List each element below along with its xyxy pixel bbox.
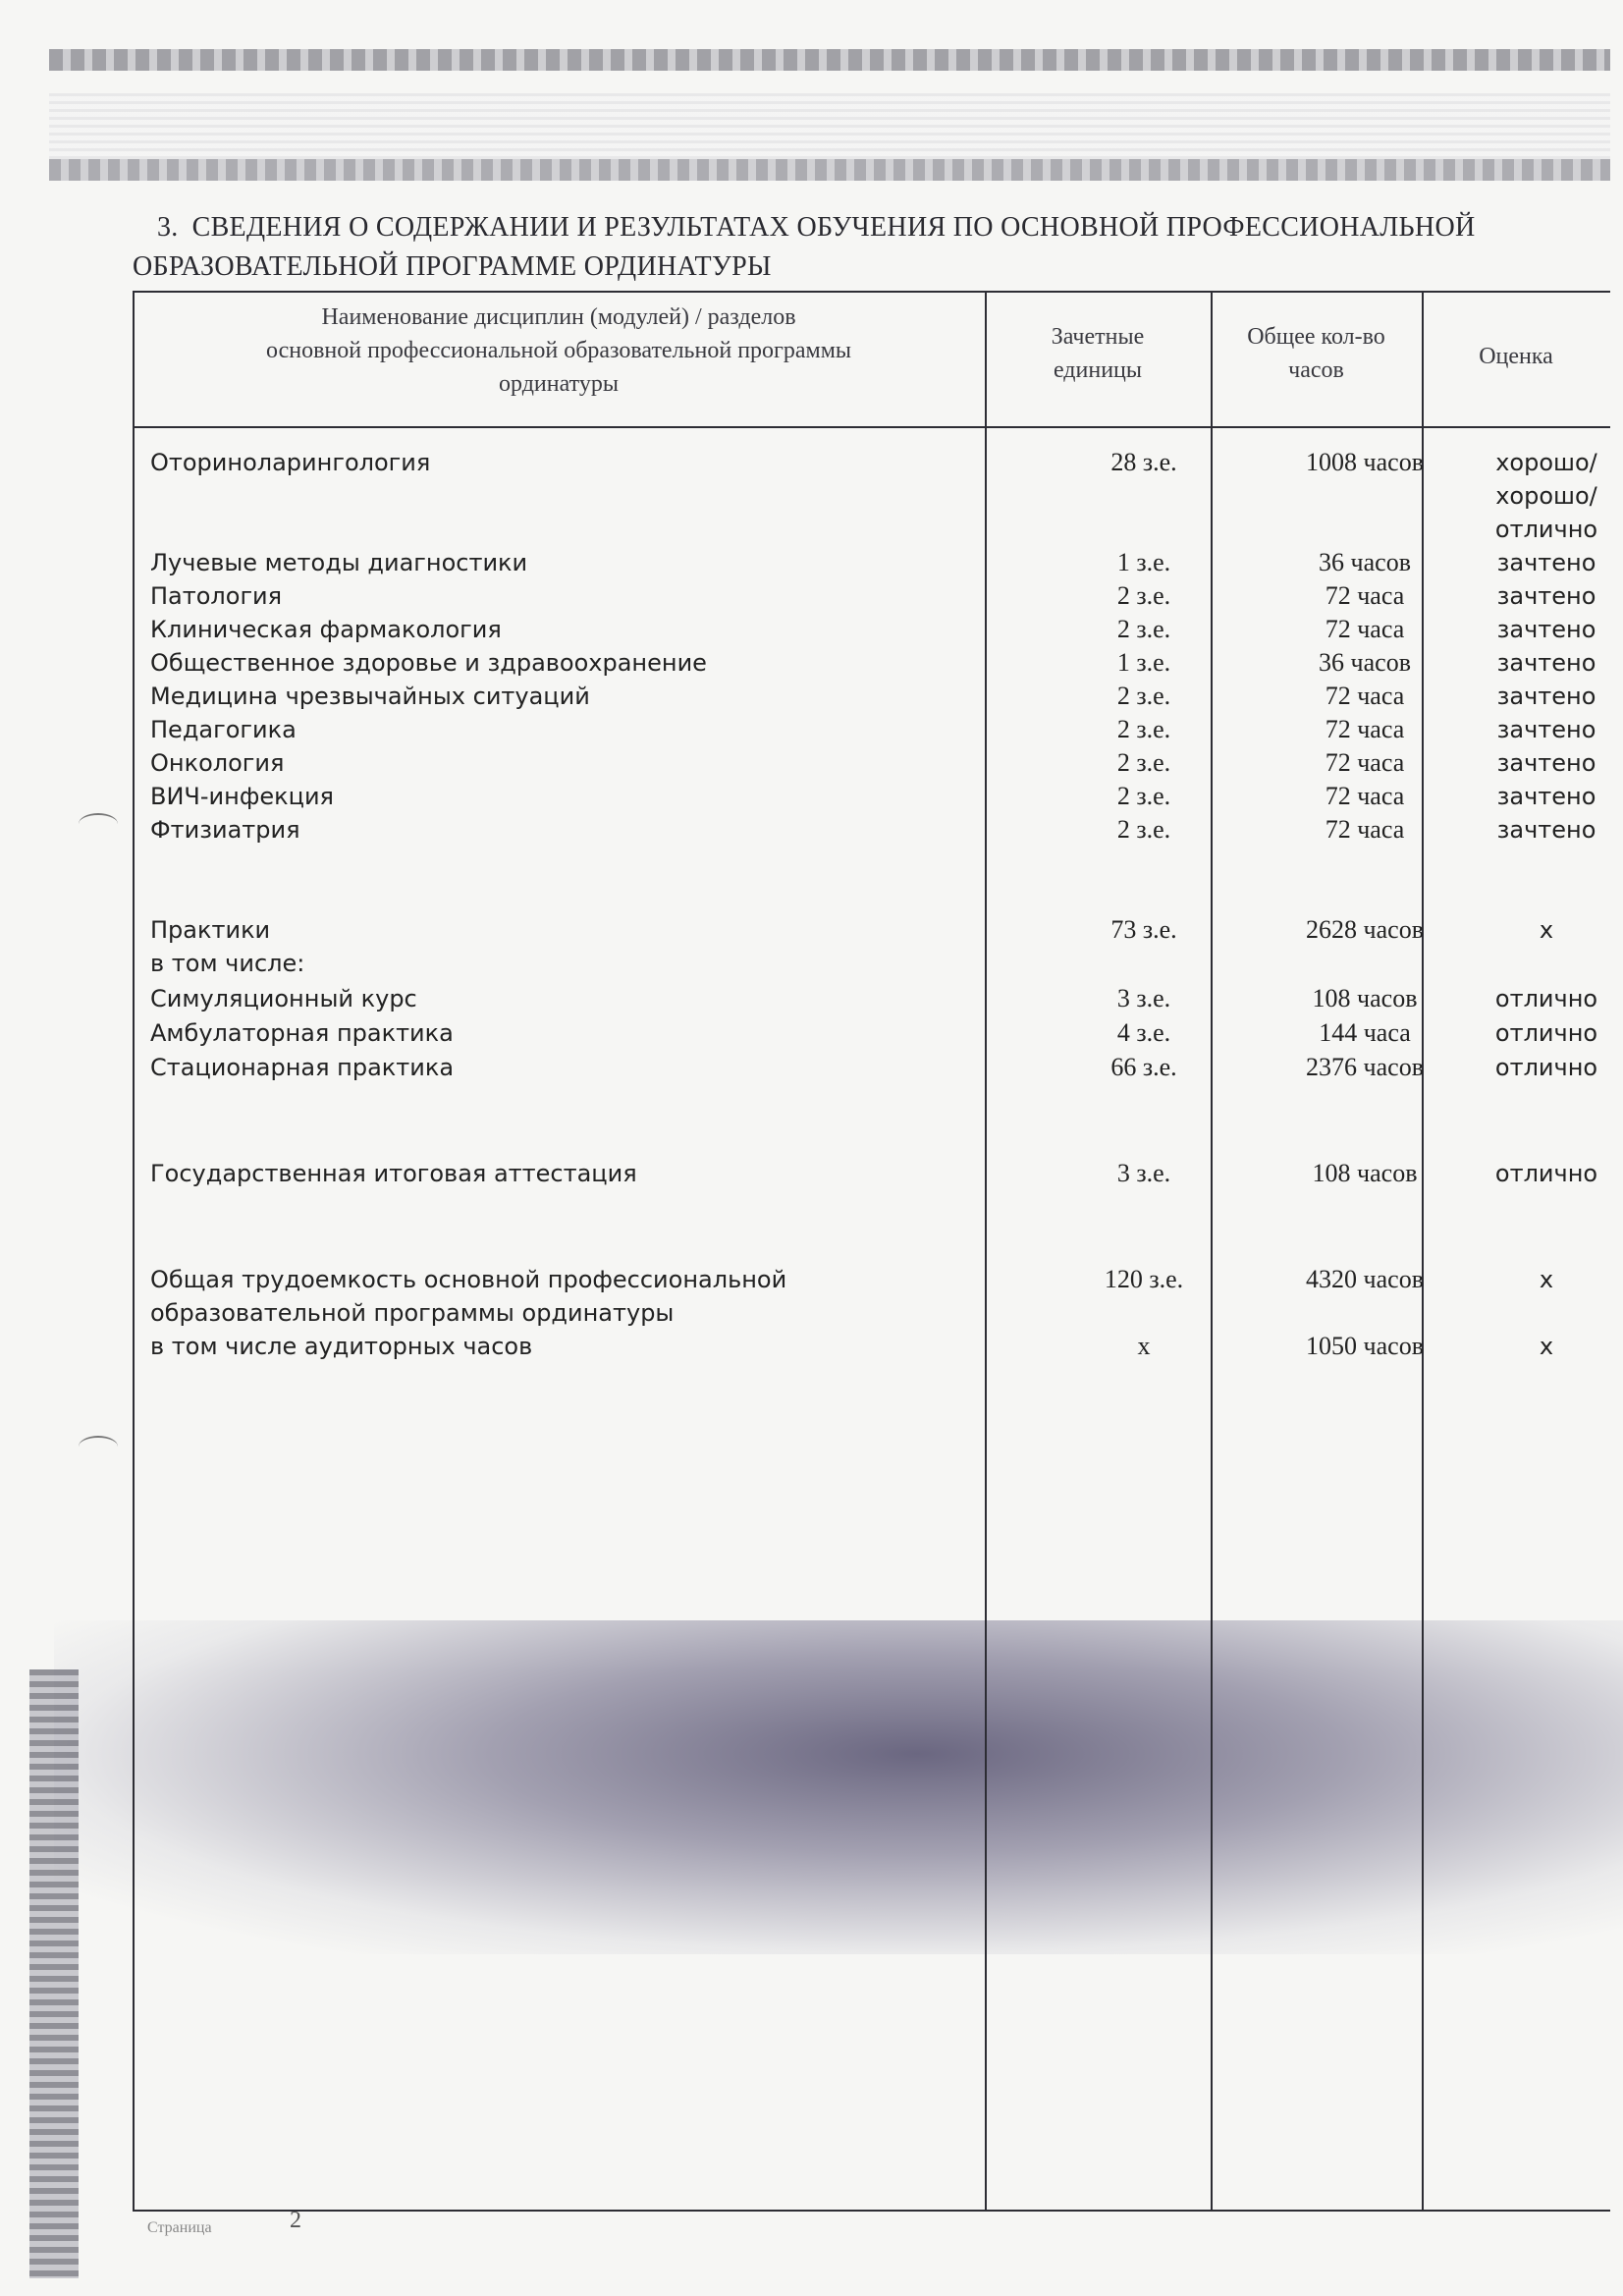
grade-value: х — [1539, 916, 1554, 944]
scan-mark — [79, 1436, 118, 1457]
credits-value: 120 з.е. — [1104, 1265, 1184, 1293]
hours-value: 36 часов — [1319, 548, 1411, 576]
header-credits-line: единицы — [1053, 357, 1143, 383]
hours-value: 72 часа — [1325, 782, 1405, 810]
hours-value: 72 часа — [1325, 748, 1405, 777]
discipline-name: Стационарная практика — [150, 1054, 455, 1081]
discipline-name: образовательной программы ординатуры — [150, 1299, 675, 1327]
hours-value: 2628 часов — [1306, 915, 1424, 944]
hours-value: 108 часов — [1312, 1159, 1418, 1187]
grade-value: зачтено — [1496, 716, 1596, 743]
header-discipline-line: основной профессиональной образовательной программы — [265, 338, 852, 363]
grade-value: х — [1539, 1266, 1554, 1293]
scan-artifact-mid — [49, 93, 1610, 162]
table-row — [133, 1157, 1610, 1190]
table-row — [133, 913, 1610, 947]
table-row — [133, 513, 1610, 546]
results-table — [133, 291, 1610, 2212]
section-title: СВЕДЕНИЯ О СОДЕРЖАНИИ И РЕЗУЛЬТАТАХ ОБУЧЕНИЯ ПО ОСНОВНОЙ ПРОФЕССИОНАЛЬНОЙ ОБРАЗОВАТЕЛЬНОЙ ПРОГРАММЕ ОРДИНАТУРЫ — [133, 212, 1476, 282]
discipline-name: Государственная итоговая аттестация — [150, 1160, 637, 1187]
grade-value: зачтено — [1496, 783, 1596, 810]
hours-value: 1050 часов — [1306, 1332, 1424, 1360]
header-hours-line: Общее кол-во — [1247, 324, 1385, 350]
scan-mark — [79, 813, 118, 835]
hours-value: 2376 часов — [1306, 1053, 1424, 1081]
credits-value: 2 з.е. — [1116, 682, 1171, 710]
scan-artifact-top — [49, 49, 1610, 71]
hours-value: 72 часа — [1325, 815, 1405, 844]
header-discipline-line: ординатуры — [499, 371, 619, 397]
grade-value: хорошо/ — [1495, 449, 1597, 476]
section-number: 3. — [157, 212, 179, 243]
grade-value: отлично — [1494, 1019, 1598, 1047]
hours-value: 144 часа — [1319, 1018, 1411, 1047]
hours-value: 72 часа — [1325, 615, 1405, 643]
header-bottom-border — [133, 426, 1610, 428]
table-row — [133, 713, 1610, 746]
page-number: 2 — [290, 2208, 301, 2233]
credits-value: 2 з.е. — [1116, 782, 1171, 810]
credits-value: 1 з.е. — [1116, 648, 1171, 677]
credits-value: 2 з.е. — [1116, 748, 1171, 777]
table-row — [133, 546, 1610, 579]
table-row — [133, 479, 1610, 513]
table-row — [133, 780, 1610, 813]
hours-value: 108 часов — [1312, 984, 1418, 1012]
credits-value: 28 з.е. — [1110, 448, 1177, 476]
table-top-border — [133, 291, 1610, 293]
grade-value: отлично — [1494, 516, 1598, 543]
header-credits — [985, 320, 1211, 387]
table-row — [133, 680, 1610, 713]
discipline-name: Клиническая фармакология — [150, 616, 502, 643]
header-credits-line: Зачетные — [1051, 324, 1145, 350]
table-row — [133, 613, 1610, 646]
table-row — [133, 1330, 1610, 1363]
header-grade: Оценка — [1479, 344, 1553, 369]
header-hours-line: часов — [1288, 357, 1344, 383]
discipline-name: Общая трудоемкость основной профессиональной — [150, 1266, 787, 1293]
discipline-name: Общественное здоровье и здравоохранение — [150, 649, 707, 677]
discipline-name: ВИЧ-инфекция — [150, 783, 334, 810]
hours-value: 36 часов — [1319, 648, 1411, 677]
credits-value: 73 з.е. — [1110, 915, 1177, 944]
grade-value: зачтено — [1496, 749, 1596, 777]
credits-value: 66 з.е. — [1110, 1053, 1177, 1081]
discipline-name: Педагогика — [150, 716, 297, 743]
discipline-name: Практики — [150, 916, 271, 944]
table-row — [133, 746, 1610, 780]
discipline-name: в том числе аудиторных часов — [150, 1333, 533, 1360]
header-discipline-line: Наименование дисциплин (модулей) / разделов — [321, 304, 796, 330]
grade-value: зачтено — [1496, 649, 1596, 677]
discipline-name: Оториноларингология — [150, 449, 431, 476]
grade-value: отлично — [1494, 1054, 1598, 1081]
header-hours — [1211, 320, 1422, 387]
table-row — [133, 982, 1610, 1015]
discipline-name: Онкология — [150, 749, 285, 777]
credits-value: х — [1137, 1332, 1151, 1360]
credits-value: 2 з.е. — [1116, 615, 1171, 643]
grade-value: хорошо/ — [1495, 482, 1597, 510]
table-row — [133, 947, 1610, 980]
discipline-name: Медицина чрезвычайных ситуаций — [150, 683, 590, 710]
grade-value: зачтено — [1496, 616, 1596, 643]
credits-value: 2 з.е. — [1116, 815, 1171, 844]
table-row — [133, 1296, 1610, 1330]
table-row — [133, 1016, 1610, 1050]
page-label: Страница — [147, 2219, 212, 2236]
grade-value: отлично — [1494, 1160, 1598, 1187]
discipline-name: Симуляционный курс — [150, 985, 417, 1012]
discipline-name: в том числе: — [150, 950, 305, 977]
discipline-name: Патология — [150, 582, 283, 610]
grade-value: отлично — [1494, 985, 1598, 1012]
credits-value: 3 з.е. — [1116, 984, 1171, 1012]
hours-value: 1008 часов — [1306, 448, 1424, 476]
discipline-name: Лучевые методы диагностики — [150, 549, 528, 576]
hours-value: 72 часа — [1325, 581, 1405, 610]
table-row — [133, 446, 1610, 479]
table-row — [133, 579, 1610, 613]
credits-value: 2 з.е. — [1116, 581, 1171, 610]
scan-edge — [29, 1669, 79, 2278]
scan-artifact-band — [49, 159, 1610, 181]
discipline-name: Амбулаторная практика — [150, 1019, 454, 1047]
section-heading — [133, 208, 1586, 287]
discipline-name: Фтизиатрия — [150, 816, 300, 844]
grade-value: зачтено — [1496, 816, 1596, 844]
grade-value: х — [1539, 1333, 1554, 1360]
hours-value: 72 часа — [1325, 715, 1405, 743]
hours-value: 4320 часов — [1306, 1265, 1424, 1293]
hours-value: 72 часа — [1325, 682, 1405, 710]
credits-value: 4 з.е. — [1116, 1018, 1171, 1047]
table-bottom-border — [133, 2210, 1610, 2212]
table-row — [133, 1263, 1610, 1296]
grade-value: зачтено — [1496, 549, 1596, 576]
credits-value: 2 з.е. — [1116, 715, 1171, 743]
table-row — [133, 813, 1610, 847]
grade-value: зачтено — [1496, 582, 1596, 610]
table-row — [133, 646, 1610, 680]
table-row — [133, 1051, 1610, 1084]
credits-value: 1 з.е. — [1116, 548, 1171, 576]
grade-value: зачтено — [1496, 683, 1596, 710]
credits-value: 3 з.е. — [1116, 1159, 1171, 1187]
header-discipline — [133, 301, 985, 401]
